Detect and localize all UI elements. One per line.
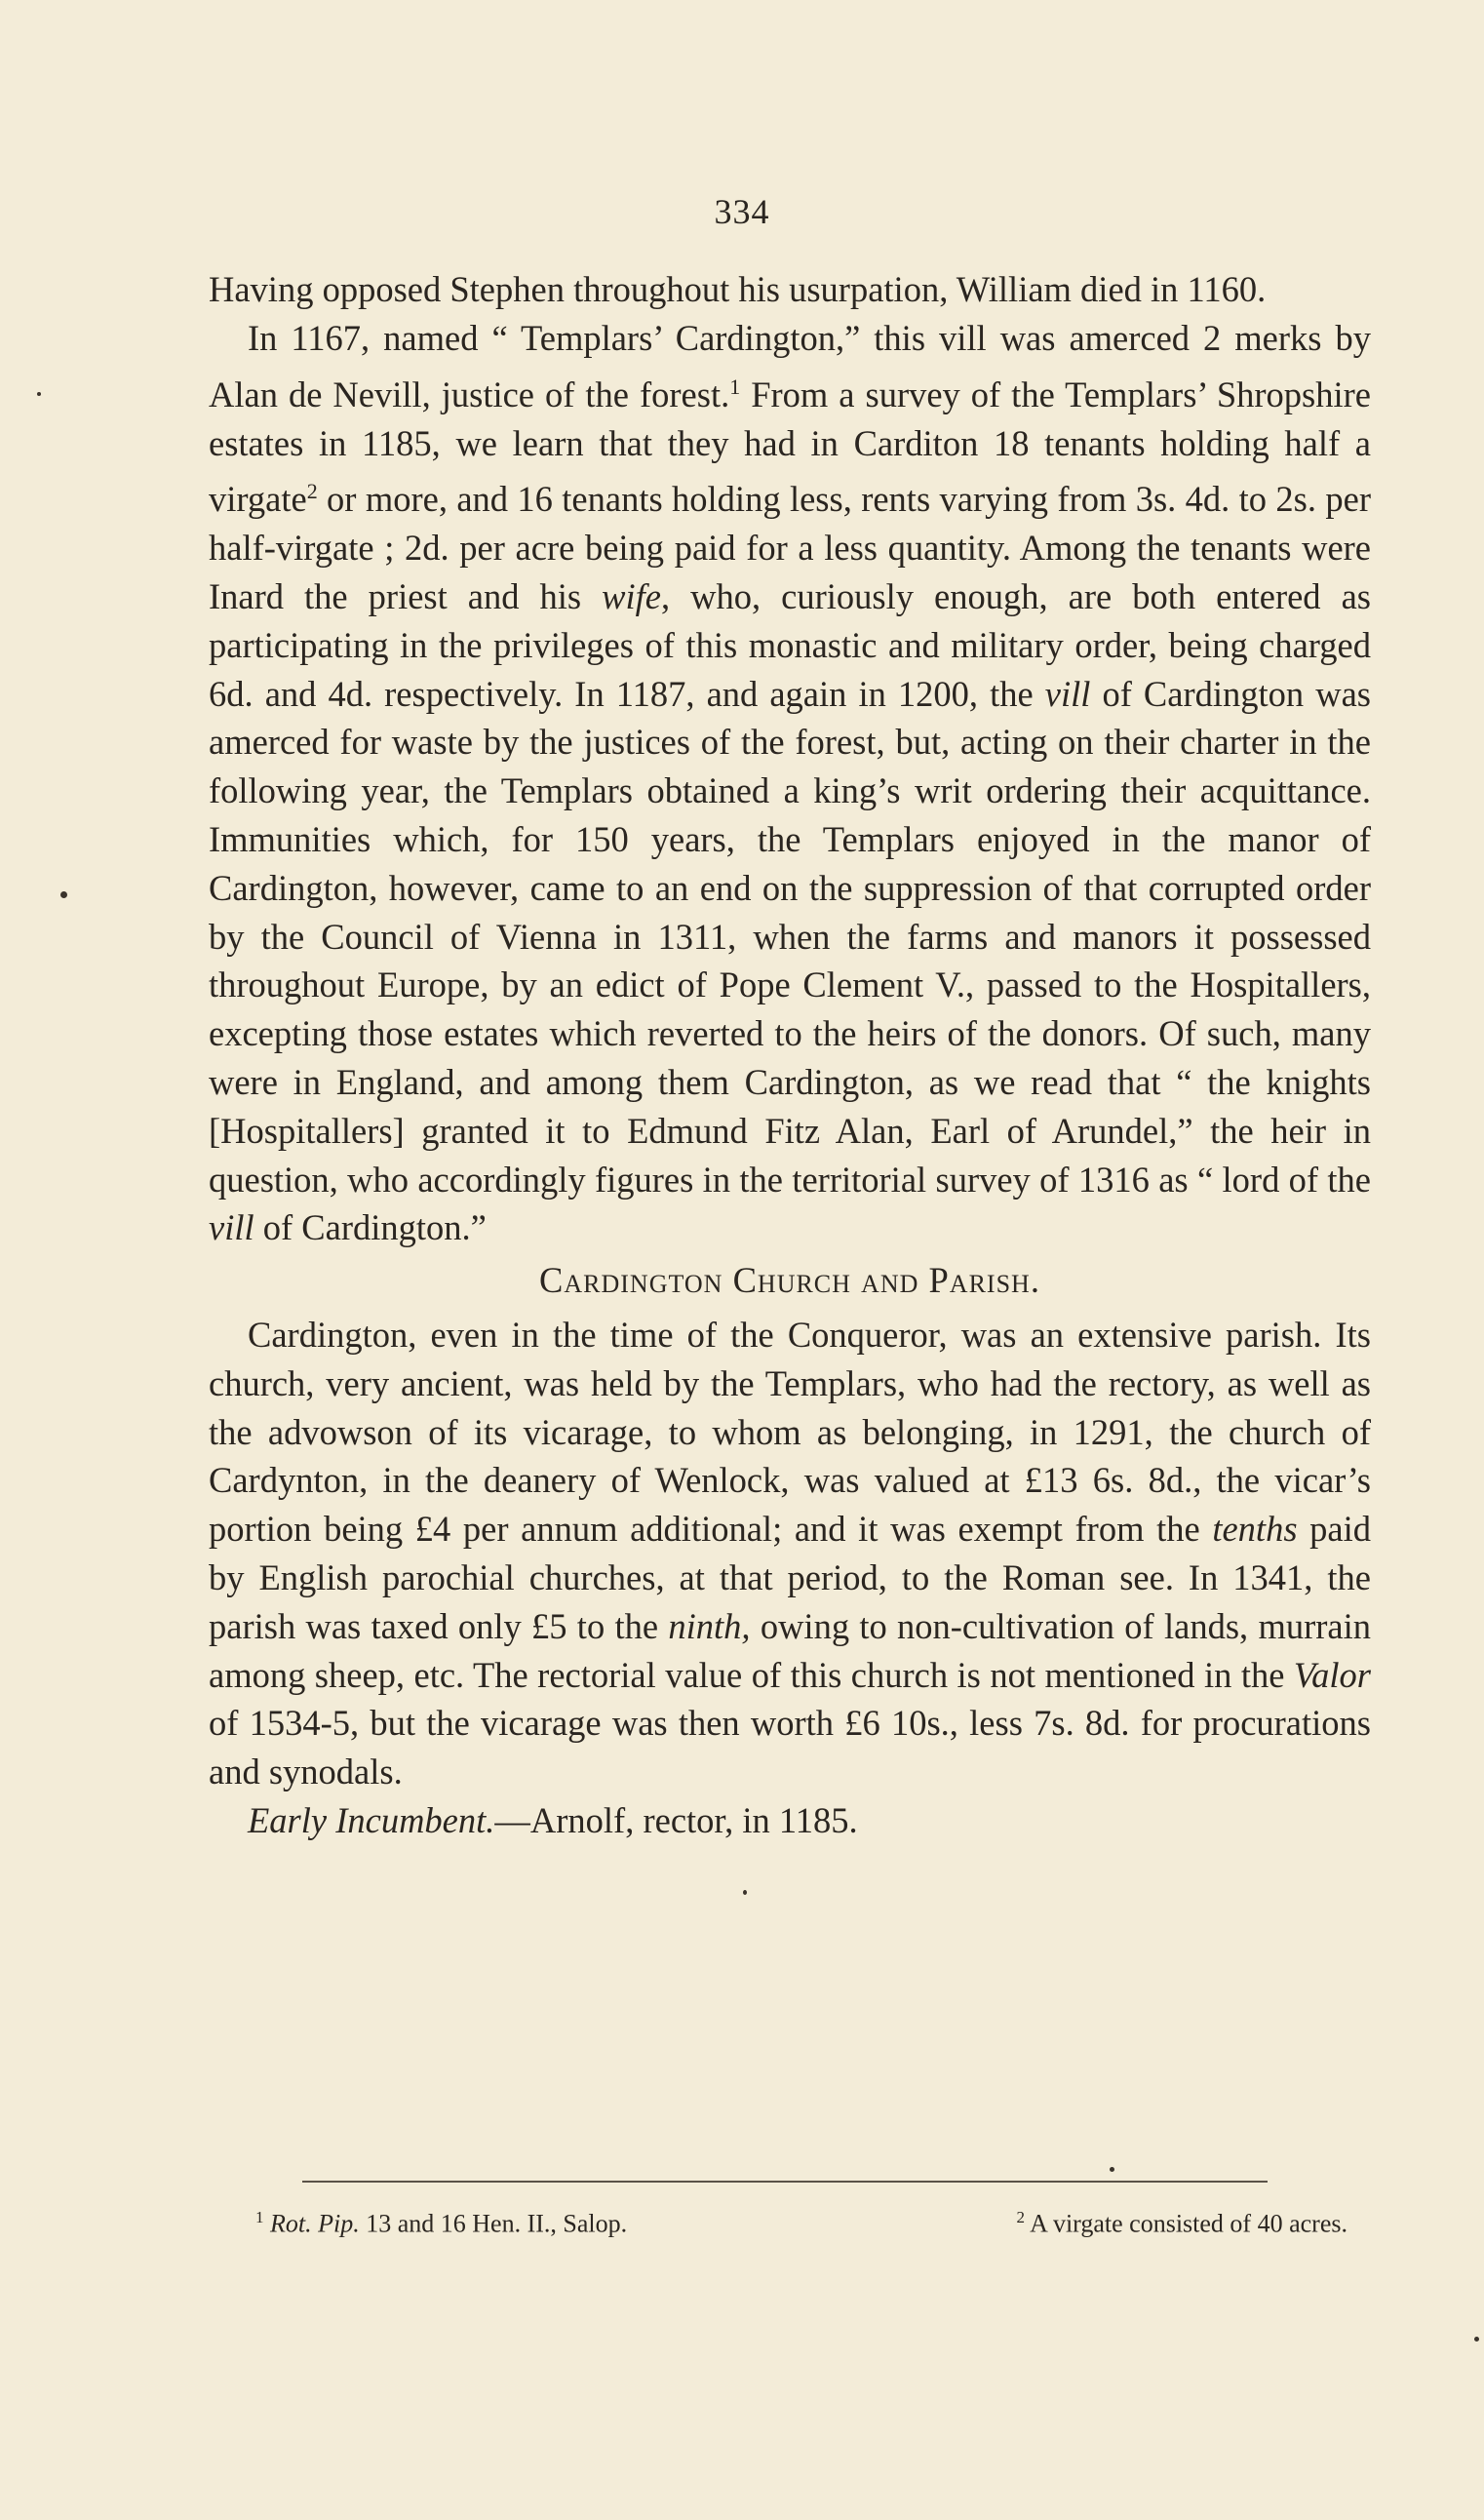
italic-wife: wife: [602, 576, 661, 617]
paragraph-4: [209, 1796, 1371, 1845]
footnote-1-italic: Rot. Pip.: [270, 2209, 360, 2238]
paragraph-2-text-d: , who, curiously enough, are both entered as participating in the privileges of this monastic and military order, being charged 6d. and 4d. respectively. In 1187, and again in 1200, the: [209, 576, 1371, 714]
footnote-1: [255, 2208, 627, 2239]
paragraph-2-text-b: From a survey of the Templars’ Shropshire estates in 1185, we learn that they had in Carditon 18 tenants holding half a virgate: [209, 374, 1371, 520]
footnote-2-mark: 2: [1016, 2208, 1026, 2226]
paper-speck: [743, 1890, 747, 1895]
paper-speck: [1110, 2167, 1114, 2172]
italic-valor: Valor: [1293, 1654, 1371, 1695]
footnotes: [255, 2208, 1347, 2239]
paragraph-1-text: Having opposed Stephen throughout his usurpation, William died in 1160.: [209, 269, 1267, 309]
paragraph-3: [209, 1311, 1371, 1796]
early-incumbent-label: Early Incumbent.: [248, 1800, 495, 1841]
paragraph-3-text-d: of 1534-5, but the vicarage was then worth £6 10s., less 7s. 8d. for procurations and synodals.: [209, 1703, 1371, 1792]
paragraph-3-text-b: paid by English parochial churches, at that period, to the Roman see. In 1341, the parish was taxed only £5 to the: [209, 1509, 1372, 1646]
section-heading: Cardington Church and Parish.: [539, 1260, 1040, 1301]
footnote-divider: [302, 2181, 1268, 2183]
paragraph-1: [209, 265, 1371, 314]
italic-vill: vill: [1044, 673, 1091, 714]
paragraph-3-text-a: Cardington, even in the time of the Conqueror, was an extensive parish. Its church, very ancient, was held by the Templars, who had the rectory, as well as the advowson of its vicarage, to whom as belonging, in 1291, the church of Cardynton, in the deanery of Wenlock, was valued at £13 6s. 8d., the vicar’s portion being £4 per annum additional; and it was exempt from the: [209, 1315, 1371, 1550]
paper-speck: [37, 392, 41, 396]
footnote-ref-1: 1: [729, 374, 741, 399]
paragraph-2-text-c: or more, and 16 tenants holding less, rents varying from 3s. 4d. to 2s. per half-virgate ; 2d. per acre being paid for a less quantity. Among the tenants were Inard the priest and his: [209, 479, 1371, 617]
footnote-2-text: A virgate consisted of 40 acres.: [1025, 2209, 1347, 2238]
paper-speck: [60, 891, 67, 898]
body-text: [209, 265, 1371, 1845]
italic-vill-2: vill: [209, 1207, 254, 1248]
italic-tenths: tenths: [1212, 1509, 1298, 1550]
footnote-1-mark: 1: [255, 2208, 264, 2226]
footnote-ref-2: 2: [306, 479, 318, 504]
paragraph-2-text-f: of Cardington.”: [254, 1207, 487, 1248]
footnote-2: [1017, 2208, 1347, 2239]
italic-ninth: ninth,: [668, 1605, 751, 1646]
page-number: 334: [714, 192, 770, 231]
paragraph-2-text-e: of Cardington was amerced for waste by the justices of the forest, but, acting on their charter in the following year, the Templars obtained a king’s writ ordering their acquittance. Immunities which, for 150 years, the Templars enjoyed in the manor of Cardington, however, came to an end on the suppression of that corrupted order by the Council of Vienna in 1311, when the farms and manors it possessed throughout Europe, by an edict of Pope Clement V., passed to the Hospitallers, excepting those estates which reverted to the heirs of the donors. Of such, many were in England, and among them Cardington, as we read that “ the knights [Hospitallers] granted it to Edmund Fitz Alan, Earl of Arundel,” the heir in question, who accordingly figures in the territorial survey of 1316 as “ lord of the: [209, 673, 1371, 1200]
paper-speck: [1474, 2337, 1479, 2342]
paragraph-2: [209, 314, 1371, 1252]
paragraph-2-text-a: In 1167, named “ Templars’ Cardington,” this vill was amerced 2 merks by Alan de Nevill, justice of the forest.: [209, 317, 1371, 414]
early-incumbent-text: —Arnolf, rector, in 1185.: [494, 1800, 858, 1841]
paragraph-3-text-c: owing to non-cultivation of lands, murrain among sheep, etc. The rectorial value of this church is not mentioned in the: [209, 1605, 1371, 1695]
footnote-1-text: 13 and 16 Hen. II., Salop.: [359, 2209, 628, 2238]
